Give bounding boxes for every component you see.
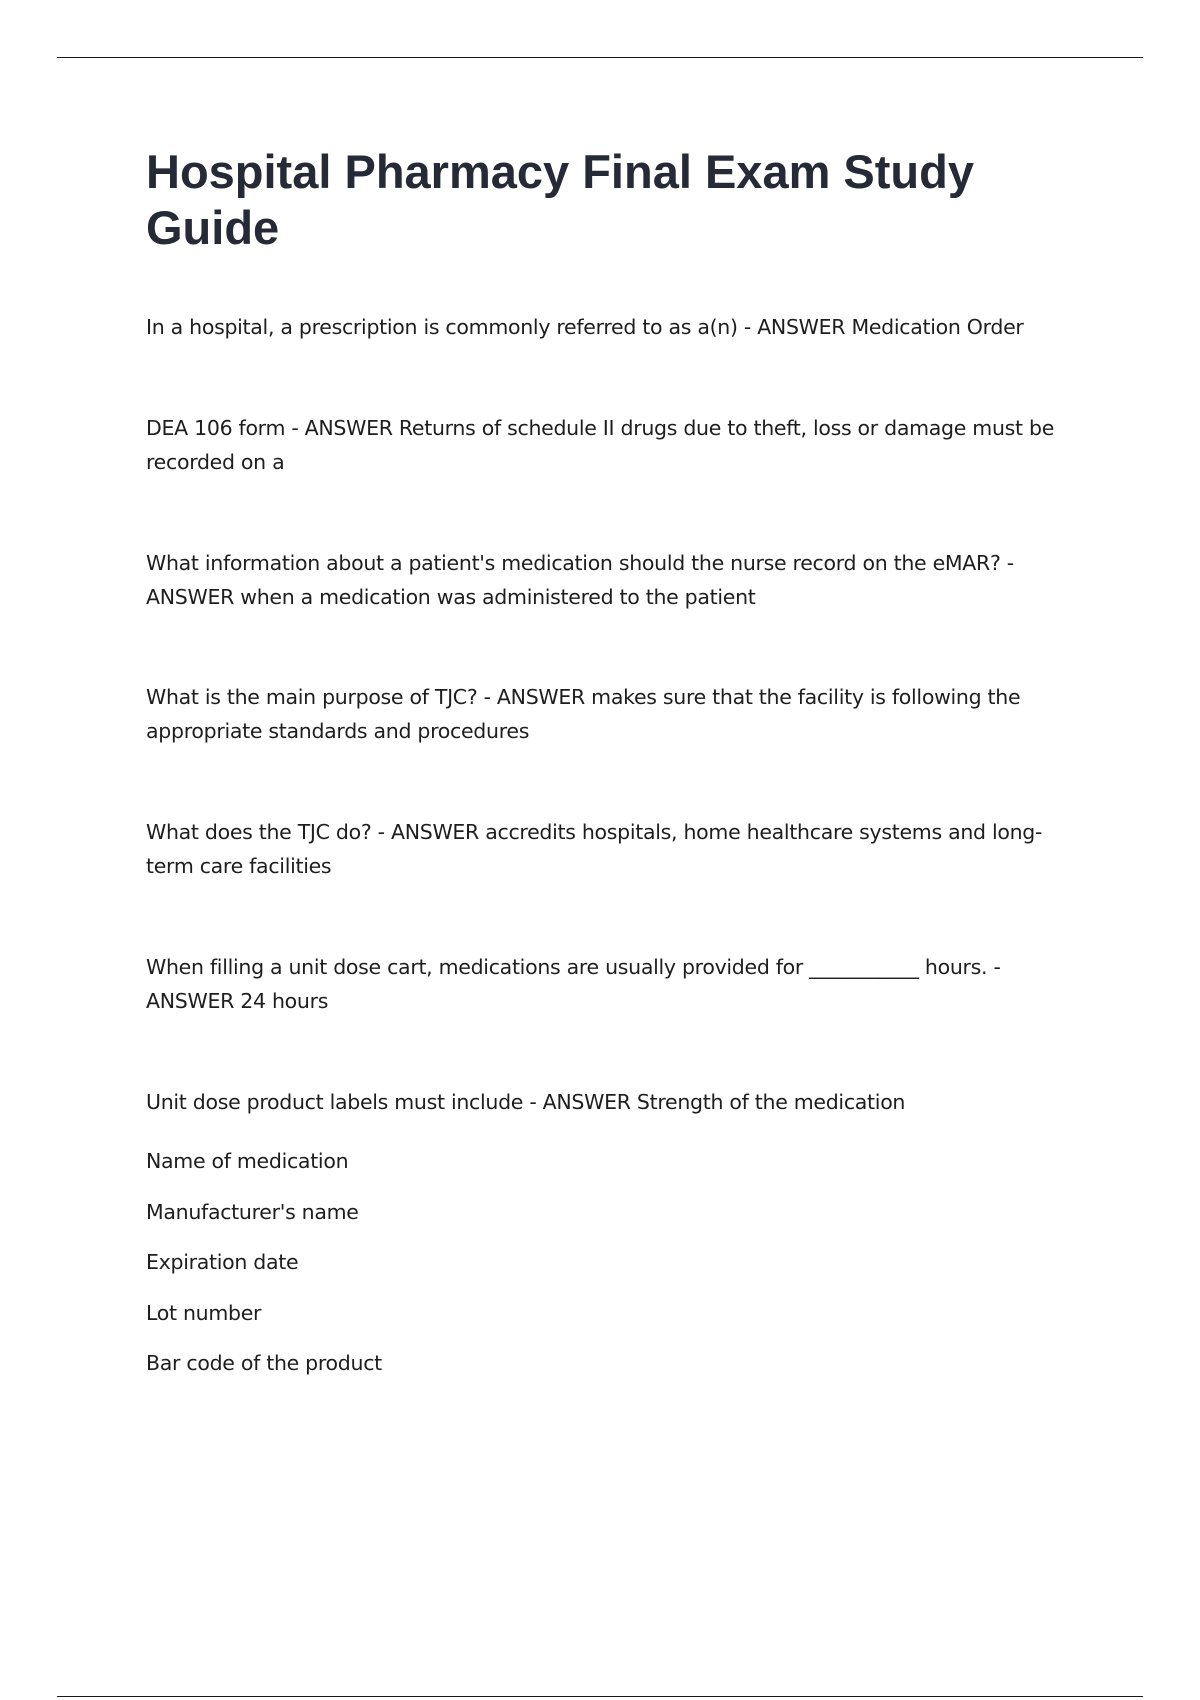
- qa-item-5: What does the TJC do? - ANSWER accredits hospitals, home healthcare systems and long-term care facilities: [146, 820, 1043, 878]
- document-title: Hospital Pharmacy Final Exam Study Guide: [146, 145, 974, 254]
- list-item: Expiration date: [146, 1250, 299, 1274]
- label-requirements-list: [146, 1136, 382, 1389]
- qa-item-6: When filling a unit dose cart, medications are usually provided for ___________ hours. - ANSWER 24 hours: [146, 955, 1001, 1013]
- qa-item-7: Unit dose product labels must include - ANSWER Strength of the medication: [146, 1090, 906, 1114]
- list-item: Name of medication: [146, 1149, 349, 1173]
- qa-item-4: What is the main purpose of TJC? - ANSWER makes sure that the facility is following the appropriate standards and procedures: [146, 685, 1021, 743]
- qa-item-1: In a hospital, a prescription is commonly referred to as a(n) - ANSWER Medication Order: [146, 315, 1024, 339]
- list-item: Lot number: [146, 1300, 262, 1325]
- list-item: Bar code of the product: [146, 1351, 382, 1375]
- bottom-divider: [57, 1696, 1143, 1697]
- list-item: Manufacturer's name: [146, 1199, 359, 1224]
- qa-item-2: DEA 106 form - ANSWER Returns of schedule II drugs due to theft, loss or damage must be recorded on a: [146, 416, 1055, 474]
- qa-item-3: What information about a patient's medication should the nurse record on the eMAR? - ANSWER when a medication was administered to the patient: [146, 551, 1014, 609]
- top-divider: [57, 57, 1143, 58]
